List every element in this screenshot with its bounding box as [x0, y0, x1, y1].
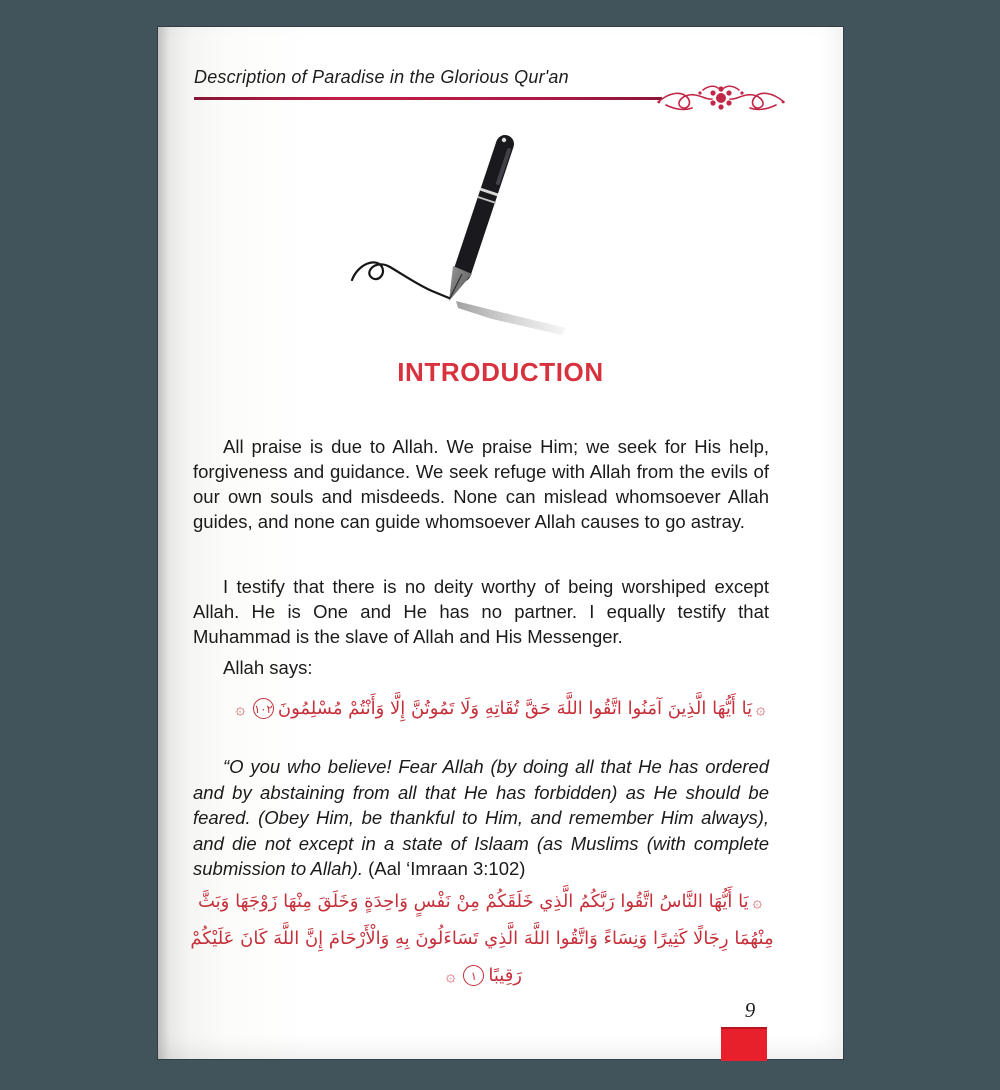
translation-reference: (Aal ‘Imraan 3:102) [368, 858, 526, 879]
verse-arabic-text: يَا أَيُّهَا النَّاسُ اتَّقُوا رَبَّكُمُ الَّذِي خَلَقَكُمْ مِنْ نَفْسٍ وَاحِدَةٍ وَخَلَقَ مِنْهَا زَوْجَهَا وَبَثَّ مِنْهُمَا رِجَالًا كَثِيرًا وَنِسَاءً وَاتَّقُوا اللَّهَ الَّذِي تَسَاءَلُونَ بِهِ وَالْأَرْحَامَ إِنَّ اللَّهَ كَانَ عَلَيْكُمْ رَقِيبًا [190, 891, 774, 986]
red-corner-block [721, 1027, 767, 1061]
book-page [158, 27, 843, 1059]
ink-squiggle [352, 262, 449, 298]
quran-verse-2 [182, 883, 782, 994]
running-title: Description of Paradise in the Glorious Qur'an [194, 67, 569, 87]
verse-closing-ornament-icon: ۞ [235, 699, 245, 718]
paragraph-1: All praise is due to Allah. We praise Him; we seek for His help, forgiveness and guidance. We seek refuge with Allah from the evils of our own souls and misdeeds. None can mislead whomsoever Allah guides, and none can guide whomsoever Allah causes to go astray. [193, 436, 769, 532]
pen-barrel [462, 144, 505, 273]
verse-translation [193, 754, 769, 882]
verse-opening-ornament-icon: ۞ [752, 892, 762, 911]
pen-shadow [456, 301, 566, 335]
chapter-heading: INTRODUCTION [397, 357, 604, 387]
lead-in-text: Allah says: [223, 657, 313, 678]
page-number: 9 [744, 998, 756, 1022]
fountain-pen-illustration [346, 127, 576, 337]
verse-opening-ornament-icon: ۞ [756, 699, 766, 718]
translation-italic-text: “O you who believe! Fear Allah (by doing all that He has ordered and by abstaining from all that He has forbidden) as He should be feared. (Obey Him, be thankful to Him, and remember Him always), and die not except in a state of Islaam (as Muslims (with complete submission to Allah). [193, 756, 769, 879]
quran-verse-1 [178, 698, 823, 719]
ayah-number-badge: ١٠٢ [253, 698, 274, 719]
ayah-number-badge: ١ [463, 965, 484, 986]
header-rule [194, 97, 662, 100]
floral-ornament-icon [656, 81, 786, 119]
paragraph-2: I testify that there is no deity worthy of being worshiped except Allah. He is One and He has no partner. I equally testify that Muhammad is the slave of Allah and His Messenger. [193, 576, 769, 647]
verse-arabic-text: يَا أَيُّهَا الَّذِينَ آمَنُوا اتَّقُوا اللَّهَ حَقَّ تُقَاتِهِ وَلَا تَمُوتُنَّ إِلَّا وَأَنْتُمْ مُسْلِمُونَ [277, 698, 753, 719]
verse-closing-ornament-icon: ۞ [445, 966, 456, 985]
